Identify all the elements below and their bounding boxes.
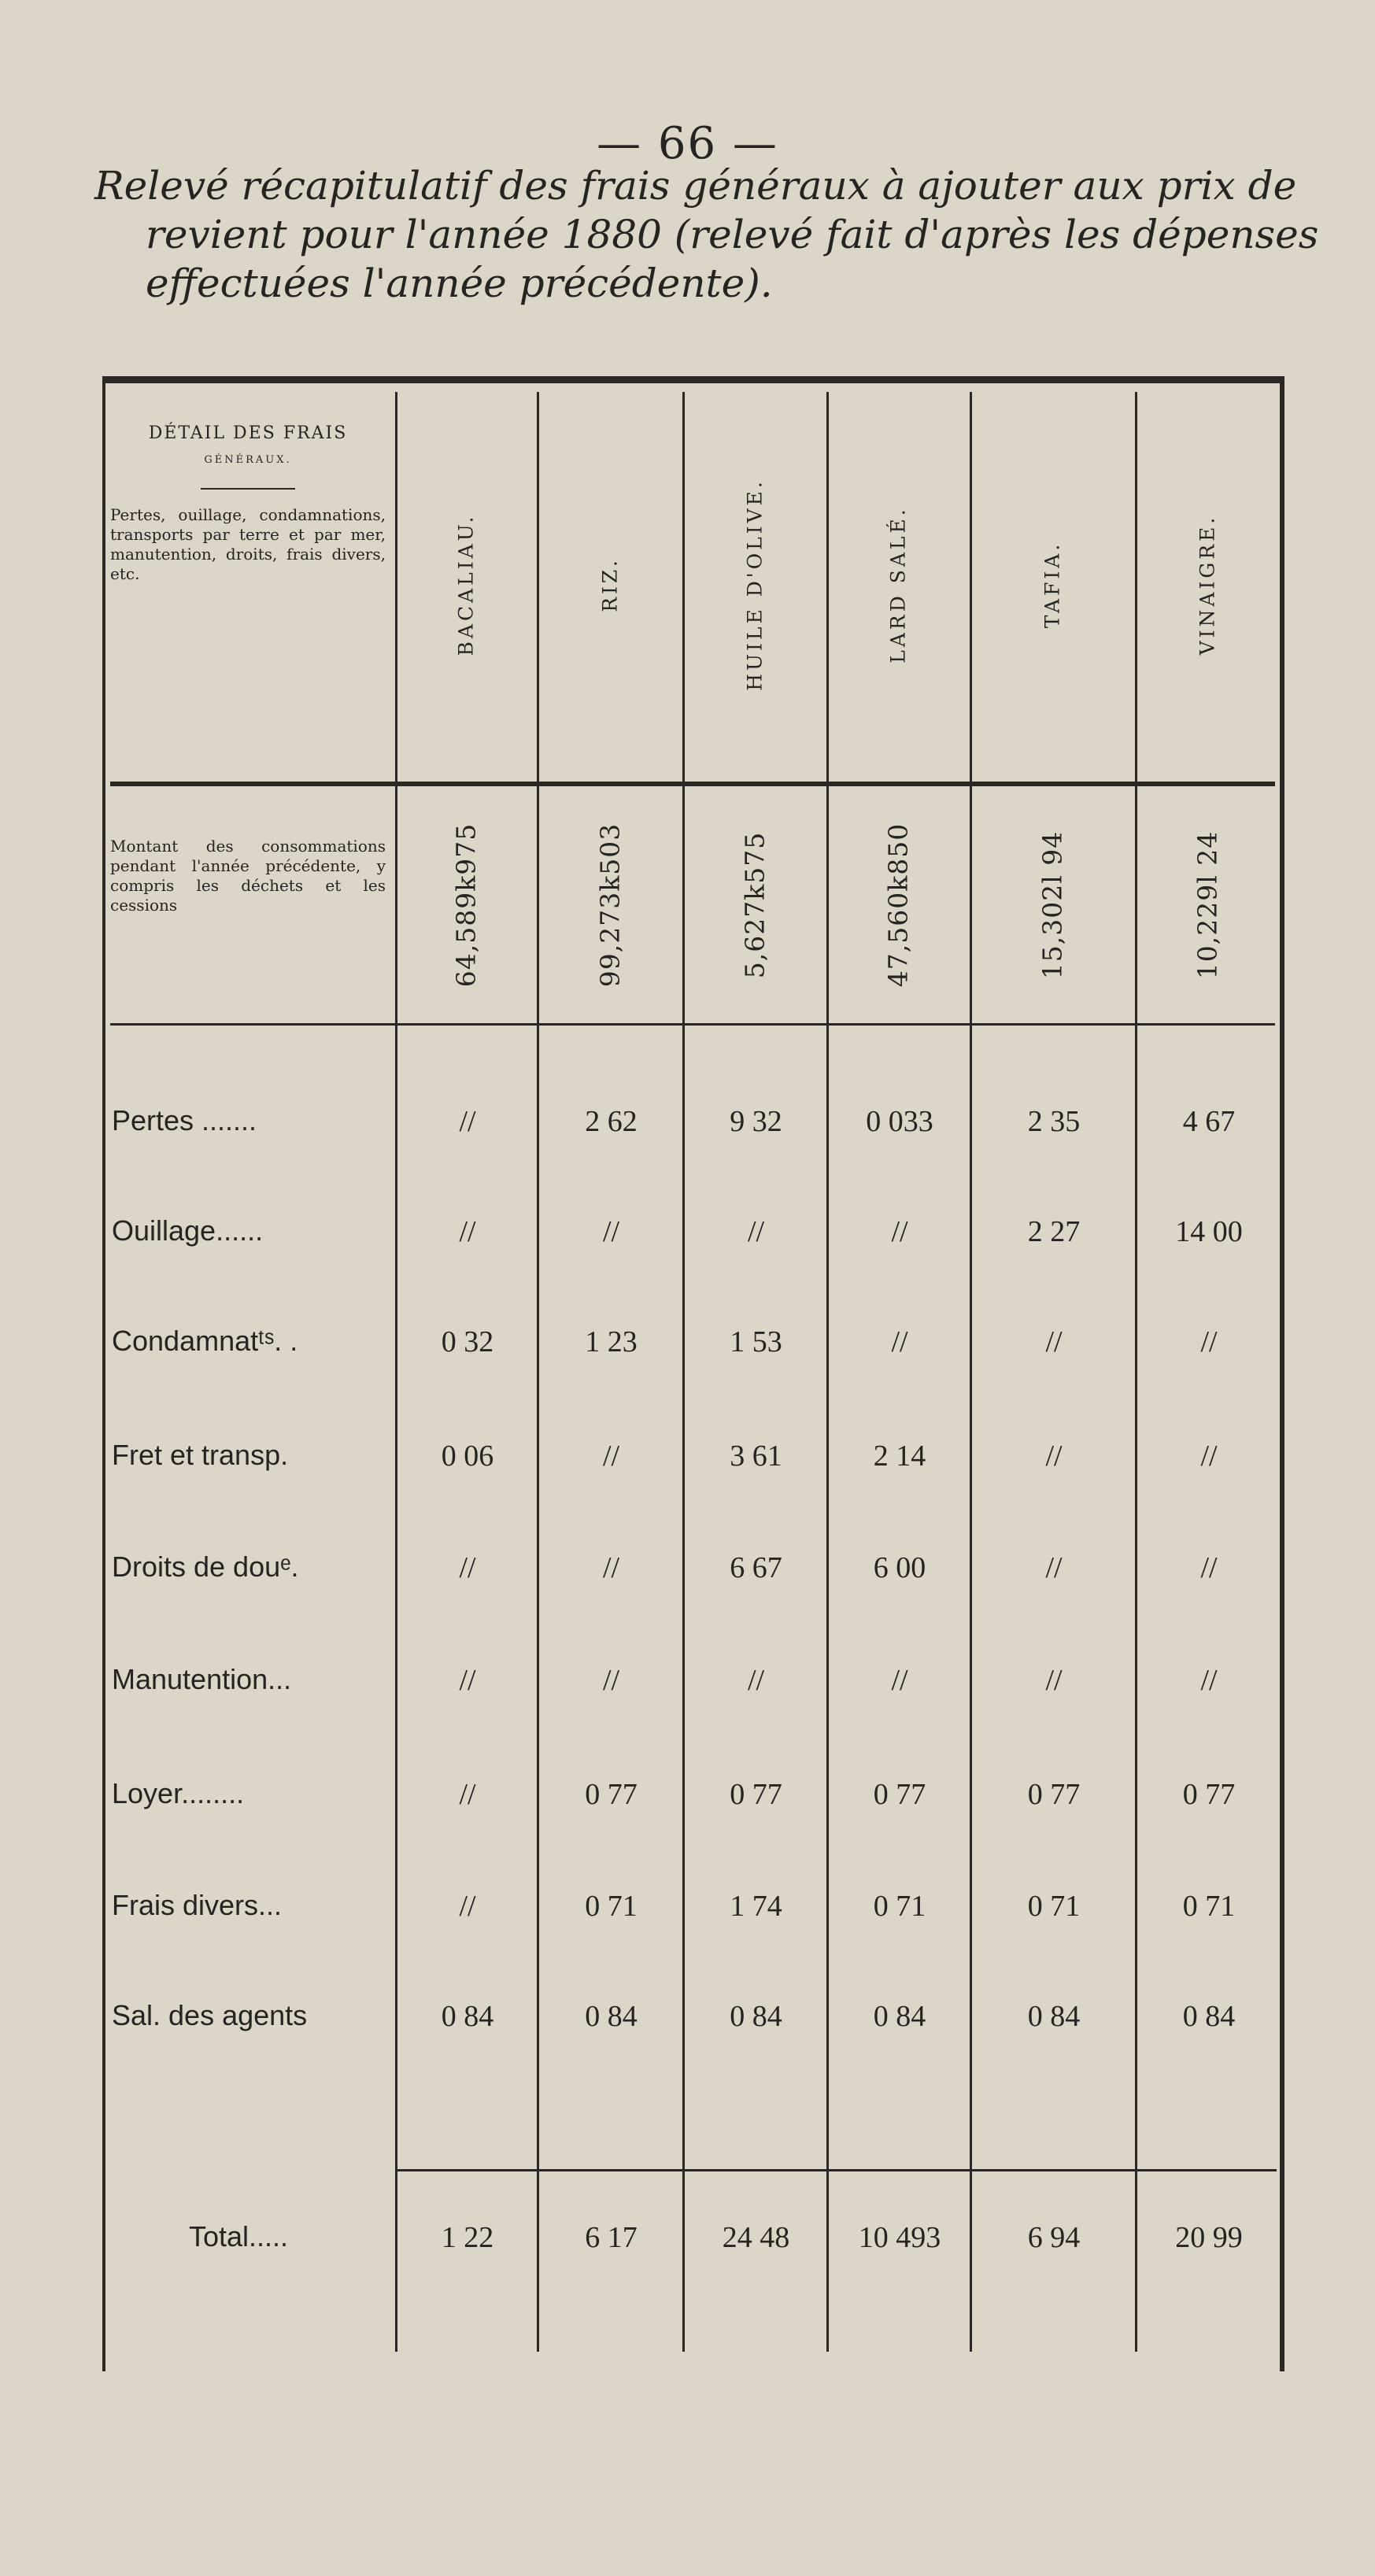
- row-label: Ouillage......: [112, 1214, 264, 1247]
- row-label: Frais divers...: [112, 1889, 283, 1921]
- total-cell: 10 493: [858, 2221, 941, 2254]
- cell: 0 77: [1027, 1778, 1081, 1811]
- cell: 0 71: [1182, 1890, 1236, 1923]
- cell: 0 77: [730, 1778, 782, 1811]
- cell: //: [1200, 1440, 1218, 1473]
- row-label: Droits de douᵉ.: [112, 1550, 299, 1583]
- cell: //: [747, 1664, 765, 1697]
- consumption-huile-olive: 5,627k575: [739, 831, 771, 979]
- cell: //: [459, 1105, 476, 1138]
- detail-title: DÉTAIL DES FRAIS: [148, 423, 348, 443]
- cell: //: [1045, 1664, 1063, 1697]
- row-label: Manutention...: [112, 1663, 292, 1695]
- col-sep-3: [682, 392, 685, 2352]
- title-line-1: Relevé récapitulatif des frais généraux à ajouter aux prix de: [94, 163, 1297, 209]
- detail-header: [110, 423, 386, 584]
- table-right-border: [1280, 376, 1284, 2371]
- cell: //: [891, 1215, 908, 1248]
- cell: //: [1045, 1440, 1063, 1473]
- cell: 0 06: [441, 1440, 494, 1473]
- cell: 0 84: [585, 2000, 638, 2033]
- page-title: [94, 161, 1322, 308]
- cell: 1 23: [585, 1325, 638, 1358]
- product-header-riz: RIZ.: [598, 557, 622, 612]
- cell: 0 77: [1182, 1778, 1236, 1811]
- cell: 0 32: [441, 1325, 494, 1358]
- cell: 0 84: [1027, 2000, 1081, 2033]
- cell: 0 033: [866, 1105, 933, 1138]
- header-bottom-rule: [110, 782, 1275, 786]
- page-number: — 66 —: [597, 118, 778, 169]
- total-top-rule: [395, 2169, 1277, 2171]
- cell: 2 14: [873, 1440, 926, 1473]
- total-cell: 20 99: [1175, 2221, 1243, 2254]
- product-header-huile-olive: HUILE D'OLIVE.: [743, 479, 767, 691]
- consumption-tafia: 15,302l 94: [1037, 830, 1068, 980]
- table-left-border: [102, 376, 105, 2371]
- cell: //: [1200, 1664, 1218, 1697]
- cell: //: [602, 1215, 620, 1248]
- detail-text: Pertes, ouillage, condamnations, transports par terre et par mer, manutention, droits, frais divers, etc.: [110, 505, 386, 583]
- consumption-label: Montant des consommations pendant l'année précédente, y compris les déchets et les cessions: [110, 837, 386, 915]
- col-sep-2: [537, 392, 539, 2352]
- cell: 2 27: [1027, 1215, 1081, 1248]
- cell: 9 32: [730, 1105, 782, 1138]
- cell: //: [1200, 1551, 1218, 1584]
- cell: 4 67: [1182, 1105, 1236, 1138]
- row-label: Fret et transp.: [112, 1439, 289, 1471]
- cell: 0 71: [585, 1890, 638, 1923]
- cell: 3 61: [730, 1440, 782, 1473]
- cell: 0 71: [1027, 1890, 1081, 1923]
- cell: 0 71: [873, 1890, 926, 1923]
- col-sep-4: [826, 392, 829, 2352]
- title-line-3: effectuées l'année précédente).: [146, 261, 773, 306]
- cell: 1 74: [730, 1890, 782, 1923]
- cell: 0 77: [585, 1778, 638, 1811]
- consumption-bacaliau: 64,589k975: [450, 822, 482, 988]
- cell: //: [1200, 1325, 1218, 1358]
- total-label: Total.....: [189, 2220, 289, 2253]
- cell: //: [459, 1890, 476, 1923]
- cell: //: [1045, 1325, 1063, 1358]
- cell: 2 35: [1027, 1105, 1081, 1138]
- cell: //: [1045, 1551, 1063, 1584]
- total-cell: 6 17: [585, 2221, 638, 2254]
- cell: 14 00: [1175, 1215, 1243, 1248]
- cell: 0 77: [873, 1778, 926, 1811]
- cell: 0 84: [730, 2000, 782, 2033]
- cell: //: [459, 1778, 476, 1811]
- total-cell: 24 48: [722, 2221, 790, 2254]
- col-sep-5: [970, 392, 972, 2352]
- cell: //: [891, 1664, 908, 1697]
- cell: 6 67: [730, 1551, 782, 1584]
- cell: 1 53: [730, 1325, 782, 1358]
- product-header-vinaigre: VINAIGRE.: [1196, 514, 1219, 656]
- cell: 0 84: [873, 2000, 926, 2033]
- consumption-riz: 99,273k503: [594, 822, 626, 988]
- consumption-lard-sale: 47,560k850: [882, 822, 914, 988]
- row-label: Condamnatᵗˢ. .: [112, 1325, 298, 1357]
- cell: //: [602, 1440, 620, 1473]
- detail-divider: [201, 488, 295, 490]
- cell: //: [459, 1664, 476, 1697]
- total-cell: 1 22: [441, 2221, 494, 2254]
- row-label: Pertes .......: [112, 1104, 257, 1136]
- product-header-lard-sale: LARD SALÉ.: [886, 506, 910, 663]
- cell: //: [459, 1551, 476, 1584]
- cell: //: [459, 1215, 476, 1248]
- cell: 0 84: [441, 2000, 494, 2033]
- table-top-rule: [102, 376, 1283, 383]
- consumption-bottom-rule: [110, 1023, 1275, 1026]
- consumption-vinaigre: 10,229l 24: [1192, 830, 1223, 980]
- row-label: Loyer........: [112, 1777, 245, 1809]
- cell: //: [891, 1325, 908, 1358]
- cell: 6 00: [873, 1551, 926, 1584]
- title-line-2: revient pour l'année 1880 (relevé fait d'après les dépenses: [146, 212, 1319, 257]
- detail-subtitle: GÉNÉRAUX.: [204, 454, 292, 466]
- cell: 2 62: [585, 1105, 638, 1138]
- product-header-bacaliau: BACALIAU.: [454, 513, 478, 656]
- cell: //: [747, 1215, 765, 1248]
- row-label: Sal. des agents: [112, 1999, 308, 2031]
- col-sep-6: [1135, 392, 1137, 2352]
- col-sep-1: [395, 392, 397, 2352]
- cell: //: [602, 1664, 620, 1697]
- expense-table: [102, 376, 1283, 2576]
- cell: 0 84: [1182, 2000, 1236, 2033]
- product-header-tafia: TAFIA.: [1040, 541, 1064, 629]
- total-cell: 6 94: [1027, 2221, 1081, 2254]
- cell: //: [602, 1551, 620, 1584]
